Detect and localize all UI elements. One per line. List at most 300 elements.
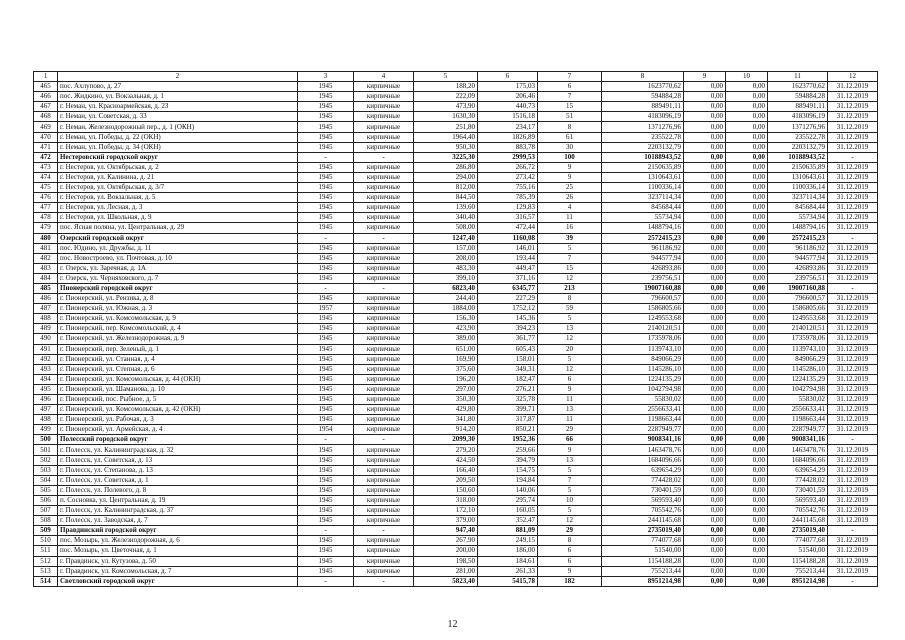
column-header: 10 <box>726 72 768 82</box>
cost-cell: 1154188,28 <box>602 556 684 566</box>
year-cell: 1945 <box>298 102 354 112</box>
address-cell: пос. Юдино, ул. Дружбы, д. 11 <box>58 243 298 253</box>
total-area-cell: 399,10 <box>414 273 478 283</box>
living-area-cell: 881,09 <box>478 526 538 536</box>
total-area-cell: 196,20 <box>414 374 478 384</box>
wall-material-cell: кирпичные <box>354 172 414 182</box>
residents-count-cell: 11 <box>538 395 602 405</box>
date-cell: 31.12.2019 <box>828 122 878 132</box>
value-cell: 0,00 <box>726 213 768 223</box>
residents-count-cell: 5 <box>538 465 602 475</box>
year-cell: 1945 <box>298 122 354 132</box>
living-area-cell: 273,42 <box>478 172 538 182</box>
date-cell: 31.12.2019 <box>828 566 878 576</box>
wall-material-cell: - <box>354 152 414 162</box>
value-cell: 0,00 <box>726 132 768 142</box>
table-row <box>34 102 878 112</box>
year-cell: 1945 <box>298 455 354 465</box>
row-number-cell: 475 <box>34 183 58 193</box>
year-cell: 1945 <box>298 465 354 475</box>
address-cell: г. Нестеров, ул. Октябрьская, д. 2 <box>58 162 298 172</box>
value-cell: 0,00 <box>726 374 768 384</box>
table-row <box>34 304 878 314</box>
address-cell: г. Пионерский, ул. Комсомольская, д. 44 (ОКН) <box>58 374 298 384</box>
row-number-cell: 476 <box>34 193 58 203</box>
table-row <box>34 465 878 475</box>
date-cell: 31.12.2019 <box>828 324 878 334</box>
date-cell: 31.12.2019 <box>828 162 878 172</box>
residents-count-cell: 15 <box>538 263 602 273</box>
total-area-cell: 169,90 <box>414 354 478 364</box>
total-cost-cell: 1145286,10 <box>768 364 828 374</box>
total-area-cell: 429,80 <box>414 405 478 415</box>
wall-material-cell: кирпичные <box>354 142 414 152</box>
value-cell: 0,00 <box>684 344 726 354</box>
row-number-cell: 480 <box>34 233 58 243</box>
row-number-cell: 490 <box>34 334 58 344</box>
living-area-cell: 883,78 <box>478 142 538 152</box>
date-cell: 31.12.2019 <box>828 344 878 354</box>
value-cell: 0,00 <box>684 455 726 465</box>
table-row <box>34 253 878 263</box>
column-header: 11 <box>768 72 828 82</box>
cost-cell: 4183096,19 <box>602 112 684 122</box>
year-cell: - <box>298 576 354 586</box>
residents-count-cell: 6 <box>538 374 602 384</box>
value-cell: 0,00 <box>726 102 768 112</box>
year-cell: - <box>298 283 354 293</box>
column-header: 2 <box>58 72 298 82</box>
residents-count-cell: 9 <box>538 445 602 455</box>
wall-material-cell: кирпичные <box>354 445 414 455</box>
total-cost-cell: 1042794,98 <box>768 384 828 394</box>
cost-cell: 1145286,10 <box>602 364 684 374</box>
address-cell: г. Пионерский, ул. Рензика, д. 8 <box>58 294 298 304</box>
date-cell: 31.12.2019 <box>828 183 878 193</box>
table-row <box>34 203 878 213</box>
wall-material-cell: кирпичные <box>354 415 414 425</box>
table-row <box>34 546 878 556</box>
total-cost-cell: 705542,76 <box>768 506 828 516</box>
year-cell: 1945 <box>298 506 354 516</box>
row-number-cell: 481 <box>34 243 58 253</box>
total-cost-cell: 1139743,10 <box>768 344 828 354</box>
total-cost-cell: 2556633,41 <box>768 405 828 415</box>
wall-material-cell: кирпичные <box>354 112 414 122</box>
total-area-cell: 157,00 <box>414 243 478 253</box>
value-cell: 0,00 <box>726 162 768 172</box>
year-cell: 1945 <box>298 475 354 485</box>
cost-cell: 705542,76 <box>602 506 684 516</box>
year-cell: 1945 <box>298 485 354 495</box>
row-number-cell: 506 <box>34 495 58 505</box>
value-cell: 0,00 <box>726 415 768 425</box>
cost-cell: 2572415,23 <box>602 233 684 243</box>
total-area-cell: 423,90 <box>414 324 478 334</box>
column-header: 6 <box>478 72 538 82</box>
wall-material-cell: кирпичные <box>354 304 414 314</box>
wall-material-cell: кирпичные <box>354 536 414 546</box>
cost-cell: 1463478,76 <box>602 445 684 455</box>
subtotal-row <box>34 283 878 293</box>
row-number-cell: 469 <box>34 122 58 132</box>
row-number-cell: 473 <box>34 162 58 172</box>
value-cell: 0,00 <box>684 485 726 495</box>
value-cell: 0,00 <box>726 294 768 304</box>
value-cell: 0,00 <box>726 253 768 263</box>
wall-material-cell: - <box>354 283 414 293</box>
living-area-cell: 755,16 <box>478 183 538 193</box>
table-row <box>34 183 878 193</box>
row-number-cell: 512 <box>34 556 58 566</box>
address-cell: г. Нестеров, ул. Школьная, д. 9 <box>58 213 298 223</box>
wall-material-cell: - <box>354 526 414 536</box>
value-cell: 0,00 <box>684 263 726 273</box>
address-cell: г. Неман, ул. Победы, д. 34 (ОКН) <box>58 142 298 152</box>
cost-cell: 845684,44 <box>602 203 684 213</box>
value-cell: 0,00 <box>726 384 768 394</box>
residents-count-cell: 29 <box>538 425 602 435</box>
living-area-cell: 472,44 <box>478 223 538 233</box>
value-cell: 0,00 <box>684 142 726 152</box>
year-cell: 1945 <box>298 344 354 354</box>
value-cell: 0,00 <box>684 122 726 132</box>
living-area-cell: 6345,77 <box>478 283 538 293</box>
living-area-cell: 154,75 <box>478 465 538 475</box>
total-area-cell: 281,00 <box>414 566 478 576</box>
total-cost-cell: 569593,40 <box>768 495 828 505</box>
wall-material-cell: кирпичные <box>354 475 414 485</box>
value-cell: 0,00 <box>726 283 768 293</box>
row-number-cell: 482 <box>34 253 58 263</box>
total-cost-cell: 639654,29 <box>768 465 828 475</box>
living-area-cell: 145,36 <box>478 314 538 324</box>
date-cell: 31.12.2019 <box>828 516 878 526</box>
date-cell: 31.12.2019 <box>828 243 878 253</box>
wall-material-cell: кирпичные <box>354 384 414 394</box>
address-cell: г. Пионерский, ул. Рабочая, д. 3 <box>58 415 298 425</box>
value-cell: 0,00 <box>726 142 768 152</box>
value-cell: 0,00 <box>726 435 768 445</box>
total-cost-cell: 2572415,23 <box>768 233 828 243</box>
subtotal-row <box>34 233 878 243</box>
table-row <box>34 384 878 394</box>
address-cell: г. Правдинск, ул. Кутузова, д. 50 <box>58 556 298 566</box>
cost-cell: 2140120,51 <box>602 324 684 334</box>
address-cell: г. Пионерский, пер. Комсомольский, д. 4 <box>58 324 298 334</box>
row-number-cell: 479 <box>34 223 58 233</box>
total-area-cell: 424,50 <box>414 455 478 465</box>
residents-count-cell: 13 <box>538 405 602 415</box>
residents-count-cell: 26 <box>538 193 602 203</box>
total-area-cell: 139,60 <box>414 203 478 213</box>
total-area-cell: 318,00 <box>414 495 478 505</box>
living-area-cell: 394,23 <box>478 324 538 334</box>
living-area-cell: 440,73 <box>478 102 538 112</box>
row-number-cell: 504 <box>34 475 58 485</box>
address-cell: г. Нестеров, ул. Лесная, д. 3 <box>58 203 298 213</box>
date-cell: 31.12.2019 <box>828 395 878 405</box>
wall-material-cell: - <box>354 435 414 445</box>
total-cost-cell: 1249553,68 <box>768 314 828 324</box>
residents-count-cell: 10 <box>538 495 602 505</box>
total-area-cell: 6823,40 <box>414 283 478 293</box>
cost-cell: 594884,28 <box>602 92 684 102</box>
row-number-cell: 494 <box>34 374 58 384</box>
residents-count-cell: 16 <box>538 223 602 233</box>
row-number-cell: 496 <box>34 395 58 405</box>
year-cell: 1945 <box>298 172 354 182</box>
total-cost-cell: 55734,94 <box>768 213 828 223</box>
year-cell: 1945 <box>298 516 354 526</box>
housing-table <box>33 71 878 587</box>
living-area-cell: 160,05 <box>478 506 538 516</box>
year-cell: 1945 <box>298 263 354 273</box>
value-cell: 0,00 <box>684 546 726 556</box>
total-area-cell: 294,00 <box>414 172 478 182</box>
residents-count-cell: 7 <box>538 92 602 102</box>
wall-material-cell: кирпичные <box>354 546 414 556</box>
year-cell: 1945 <box>298 566 354 576</box>
residents-count-cell: 12 <box>538 516 602 526</box>
address-cell: пос. Ахлупово, д. 27 <box>58 82 298 92</box>
value-cell: 0,00 <box>726 495 768 505</box>
living-area-cell: 399,71 <box>478 405 538 415</box>
value-cell: 0,00 <box>684 304 726 314</box>
residents-count-cell: 20 <box>538 344 602 354</box>
living-area-cell: 349,31 <box>478 364 538 374</box>
cost-cell: 1224135,29 <box>602 374 684 384</box>
address-cell: г. Нестеров, ул. Вокзальная, д. 5 <box>58 193 298 203</box>
value-cell: 0,00 <box>726 172 768 182</box>
wall-material-cell: кирпичные <box>354 425 414 435</box>
total-cost-cell: 944577,94 <box>768 253 828 263</box>
table-row <box>34 213 878 223</box>
address-cell: г. Пионерский, ул. Шаманова, д. 10 <box>58 384 298 394</box>
wall-material-cell: кирпичные <box>354 566 414 576</box>
total-cost-cell: 1371276,96 <box>768 122 828 132</box>
date-cell: 31.12.2019 <box>828 556 878 566</box>
year-cell: - <box>298 526 354 536</box>
address-cell: г. Неман, ул. Советская, д. 33 <box>58 112 298 122</box>
date-cell: 31.12.2019 <box>828 213 878 223</box>
row-number-cell: 483 <box>34 263 58 273</box>
address-cell: пос. Ясная поляна, ул. Центральная, д. 29 <box>58 223 298 233</box>
residents-count-cell: 9 <box>538 384 602 394</box>
column-header: 9 <box>684 72 726 82</box>
residents-count-cell: 12 <box>538 273 602 283</box>
column-header: 12 <box>828 72 878 82</box>
total-cost-cell: 1623770,62 <box>768 82 828 92</box>
total-area-cell: 2099,30 <box>414 435 478 445</box>
living-area-cell: 193,44 <box>478 253 538 263</box>
value-cell: 0,00 <box>684 112 726 122</box>
address-cell: г. Пионерский, ул. Железнодорожная, д. 9 <box>58 334 298 344</box>
wall-material-cell: кирпичные <box>354 213 414 223</box>
total-cost-cell: 730401,59 <box>768 485 828 495</box>
table-row <box>34 364 878 374</box>
residents-count-cell: 8 <box>538 536 602 546</box>
living-area-cell: 175,03 <box>478 82 538 92</box>
total-area-cell: 166,40 <box>414 465 478 475</box>
subtotal-row <box>34 152 878 162</box>
living-area-cell: 184,61 <box>478 556 538 566</box>
value-cell: 0,00 <box>726 324 768 334</box>
total-area-cell: 914,20 <box>414 425 478 435</box>
cost-cell: 755213,44 <box>602 566 684 576</box>
living-area-cell: 249,15 <box>478 536 538 546</box>
date-cell: 31.12.2019 <box>828 304 878 314</box>
cost-cell: 1684096,66 <box>602 455 684 465</box>
date-cell: 31.12.2019 <box>828 102 878 112</box>
total-cost-cell: 10188943,52 <box>768 152 828 162</box>
living-area-cell: 371,16 <box>478 273 538 283</box>
address-cell: г. Полесск, ул. Заводская, д. 7 <box>58 516 298 526</box>
total-area-cell: 812,00 <box>414 183 478 193</box>
document-table-container <box>33 71 878 587</box>
cost-cell: 774077,68 <box>602 536 684 546</box>
value-cell: 0,00 <box>726 344 768 354</box>
row-number-cell: 489 <box>34 324 58 334</box>
total-cost-cell: 1310643,61 <box>768 172 828 182</box>
date-cell: 31.12.2019 <box>828 425 878 435</box>
table-row <box>34 516 878 526</box>
total-cost-cell: 845684,44 <box>768 203 828 213</box>
subtotal-row <box>34 576 878 586</box>
living-area-cell: 186,00 <box>478 546 538 556</box>
cost-cell: 2150635,89 <box>602 162 684 172</box>
value-cell: 0,00 <box>684 193 726 203</box>
wall-material-cell: кирпичные <box>354 122 414 132</box>
total-area-cell: 150,60 <box>414 485 478 495</box>
value-cell: 0,00 <box>684 495 726 505</box>
total-area-cell: 208,00 <box>414 253 478 263</box>
address-cell: г. Пионерский, ул. Комсомольская, д. 9 <box>58 314 298 324</box>
cost-cell: 569593,40 <box>602 495 684 505</box>
total-area-cell: 200,00 <box>414 546 478 556</box>
address-cell: г. Полесск, ул. Калининградская, д. 32 <box>58 445 298 455</box>
value-cell: 0,00 <box>684 556 726 566</box>
value-cell: 0,00 <box>726 334 768 344</box>
cost-cell: 1100336,14 <box>602 183 684 193</box>
year-cell: 1945 <box>298 536 354 546</box>
residents-count-cell: 15 <box>538 102 602 112</box>
cost-cell: 426893,86 <box>602 263 684 273</box>
date-cell: 31.12.2019 <box>828 445 878 455</box>
living-area-cell: 129,83 <box>478 203 538 213</box>
wall-material-cell: кирпичные <box>354 405 414 415</box>
row-number-cell: 503 <box>34 465 58 475</box>
total-cost-cell: 1684096,66 <box>768 455 828 465</box>
row-number-cell: 495 <box>34 384 58 394</box>
total-area-cell: 156,30 <box>414 314 478 324</box>
residents-count-cell: 12 <box>538 364 602 374</box>
year-cell: 1945 <box>298 334 354 344</box>
date-cell: 31.12.2019 <box>828 253 878 263</box>
row-number-cell: 486 <box>34 294 58 304</box>
cost-cell: 1371276,96 <box>602 122 684 132</box>
value-cell: 0,00 <box>726 354 768 364</box>
residents-count-cell: 5 <box>538 506 602 516</box>
wall-material-cell: кирпичные <box>354 203 414 213</box>
living-area-cell: 259,66 <box>478 445 538 455</box>
value-cell: 0,00 <box>726 233 768 243</box>
value-cell: 0,00 <box>684 102 726 112</box>
value-cell: 0,00 <box>684 405 726 415</box>
address-cell: г. Неман, Железнодорожный пер., д. 1 (ОКН) <box>58 122 298 132</box>
year-cell: 1945 <box>298 82 354 92</box>
date-cell: 31.12.2019 <box>828 465 878 475</box>
address-cell: г. Полесск, ул. Полевого, д. 8 <box>58 485 298 495</box>
year-cell: 1945 <box>298 415 354 425</box>
value-cell: 0,00 <box>684 415 726 425</box>
total-cost-cell: 774077,68 <box>768 536 828 546</box>
date-cell: 31.12.2019 <box>828 172 878 182</box>
living-area-cell: 785,39 <box>478 193 538 203</box>
cost-cell: 1488794,16 <box>602 223 684 233</box>
table-row <box>34 142 878 152</box>
date-cell: 31.12.2019 <box>828 193 878 203</box>
total-cost-cell: 1100336,14 <box>768 183 828 193</box>
address-cell: пос. Жидкино, ул. Вокзальная, д. 1 <box>58 92 298 102</box>
wall-material-cell: кирпичные <box>354 193 414 203</box>
date-cell: 31.12.2019 <box>828 475 878 485</box>
address-cell: пос. Мозырь, ул. Железнодорожная, д. 6 <box>58 536 298 546</box>
wall-material-cell: кирпичные <box>354 82 414 92</box>
table-row <box>34 506 878 516</box>
date-cell: 31.12.2019 <box>828 142 878 152</box>
value-cell: 0,00 <box>684 384 726 394</box>
table-row <box>34 223 878 233</box>
total-cost-cell: 2150635,89 <box>768 162 828 172</box>
value-cell: 0,00 <box>726 485 768 495</box>
row-number-cell: 465 <box>34 82 58 92</box>
table-row <box>34 122 878 132</box>
year-cell: 1945 <box>298 273 354 283</box>
date-cell: 31.12.2019 <box>828 112 878 122</box>
total-cost-cell: 3237114,34 <box>768 193 828 203</box>
value-cell: 0,00 <box>684 425 726 435</box>
wall-material-cell: кирпичные <box>354 556 414 566</box>
residents-count-cell: 100 <box>538 152 602 162</box>
row-number-cell: 485 <box>34 283 58 293</box>
year-cell: 1945 <box>298 112 354 122</box>
address-cell: г. Неман, ул. Победы, д. 22 (ОКН) <box>58 132 298 142</box>
total-cost-cell: 51540,00 <box>768 546 828 556</box>
total-area-cell: 341,80 <box>414 415 478 425</box>
living-area-cell: 158,01 <box>478 354 538 364</box>
table-row <box>34 536 878 546</box>
value-cell: 0,00 <box>684 203 726 213</box>
cost-cell: 1586805,66 <box>602 304 684 314</box>
total-cost-cell: 1224135,29 <box>768 374 828 384</box>
cost-cell: 849066,29 <box>602 354 684 364</box>
total-area-cell: 508,00 <box>414 223 478 233</box>
total-cost-cell: 961186,92 <box>768 243 828 253</box>
date-cell: 31.12.2019 <box>828 203 878 213</box>
cost-cell: 774428,02 <box>602 475 684 485</box>
row-number-cell: 514 <box>34 576 58 586</box>
table-row <box>34 556 878 566</box>
row-number-cell: 498 <box>34 415 58 425</box>
column-header: 1 <box>34 72 58 82</box>
value-cell: 0,00 <box>684 213 726 223</box>
value-cell: 0,00 <box>684 152 726 162</box>
date-cell: 31.12.2019 <box>828 536 878 546</box>
total-cost-cell: 4183096,19 <box>768 112 828 122</box>
table-row <box>34 344 878 354</box>
date-cell: 31.12.2019 <box>828 82 878 92</box>
